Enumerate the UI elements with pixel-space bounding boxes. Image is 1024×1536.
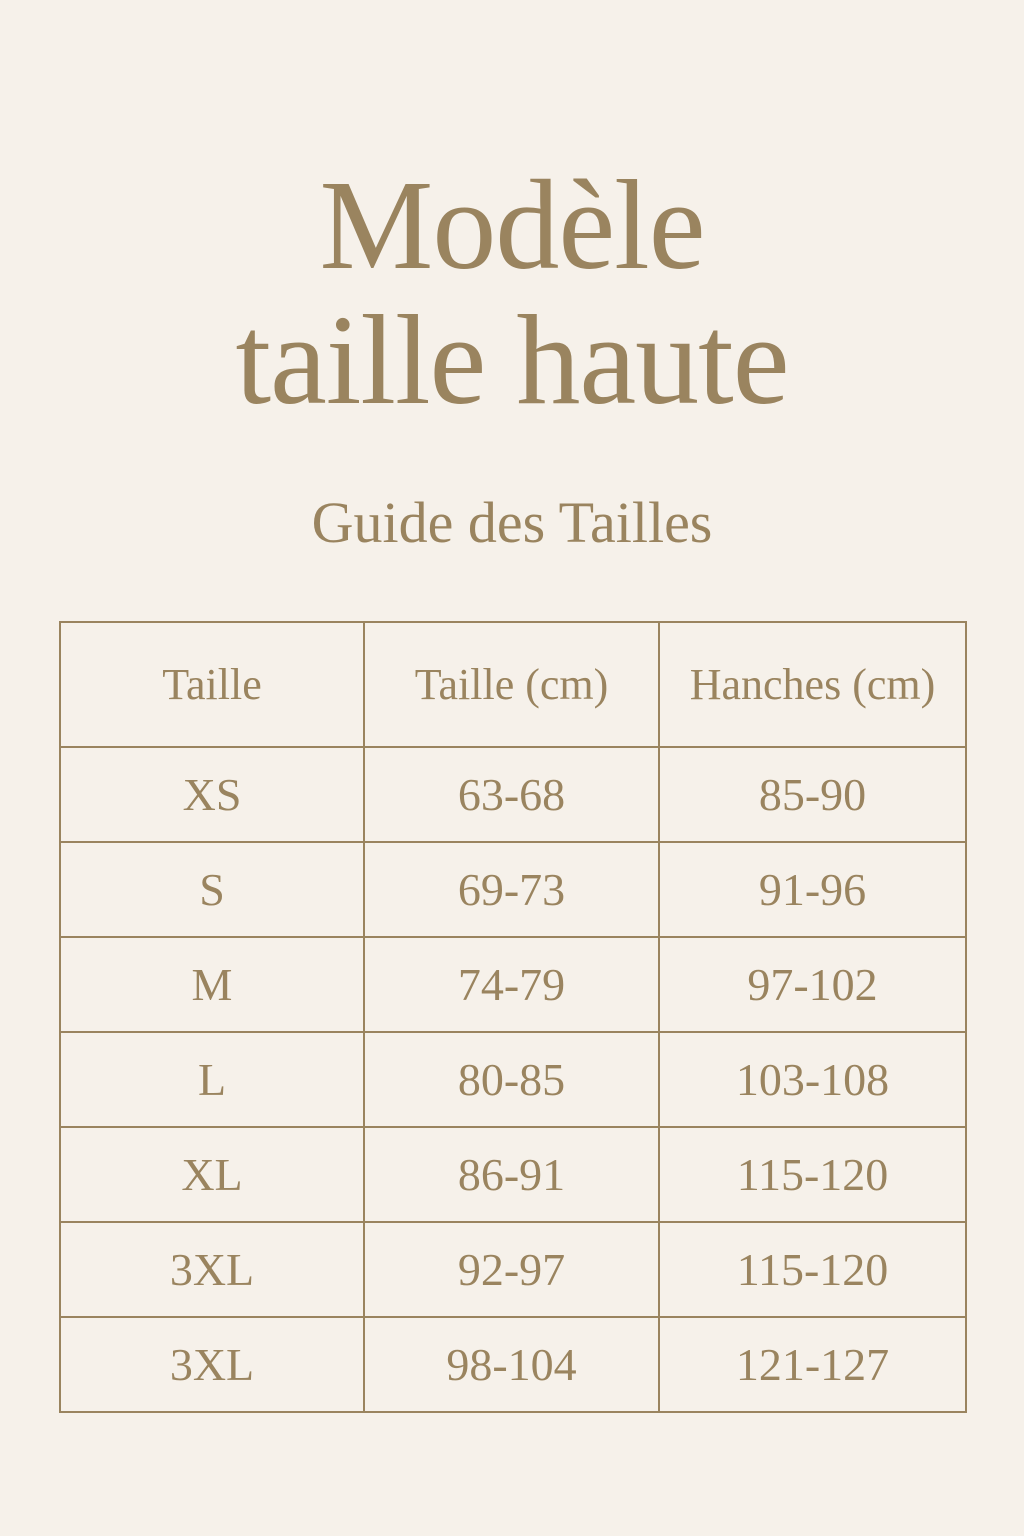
cell-size: S	[60, 842, 364, 937]
cell-hips: 103-108	[659, 1032, 966, 1127]
table-header-row	[60, 622, 966, 747]
table-row	[60, 842, 966, 937]
table-row	[60, 1222, 966, 1317]
table-row	[60, 937, 966, 1032]
table-row	[60, 1127, 966, 1222]
cell-waist: 69-73	[364, 842, 659, 937]
cell-hips: 115-120	[659, 1222, 966, 1317]
cell-hips: 91-96	[659, 842, 966, 937]
cell-hips: 85-90	[659, 747, 966, 842]
table-row	[60, 1032, 966, 1127]
cell-waist: 80-85	[364, 1032, 659, 1127]
cell-waist: 92-97	[364, 1222, 659, 1317]
page-subtitle: Guide des Tailles	[311, 490, 713, 555]
cell-size: 3XL	[60, 1222, 364, 1317]
header-size: Taille	[60, 622, 364, 747]
cell-size: XS	[60, 747, 364, 842]
page-title-line1: Modèle	[319, 154, 705, 296]
page-title-line2: taille haute	[235, 289, 789, 431]
cell-waist: 86-91	[364, 1127, 659, 1222]
cell-size: 3XL	[60, 1317, 364, 1412]
cell-hips: 121-127	[659, 1317, 966, 1412]
cell-size: XL	[60, 1127, 364, 1222]
header-waist-cm: Taille (cm)	[364, 622, 659, 747]
table-row	[60, 1317, 966, 1412]
cell-waist: 98-104	[364, 1317, 659, 1412]
cell-hips: 97-102	[659, 937, 966, 1032]
cell-waist: 74-79	[364, 937, 659, 1032]
cell-size: M	[60, 937, 364, 1032]
cell-hips: 115-120	[659, 1127, 966, 1222]
cell-waist: 63-68	[364, 747, 659, 842]
size-chart-table	[59, 621, 967, 1413]
table-row	[60, 747, 966, 842]
header-hips-cm: Hanches (cm)	[659, 622, 966, 747]
cell-size: L	[60, 1032, 364, 1127]
